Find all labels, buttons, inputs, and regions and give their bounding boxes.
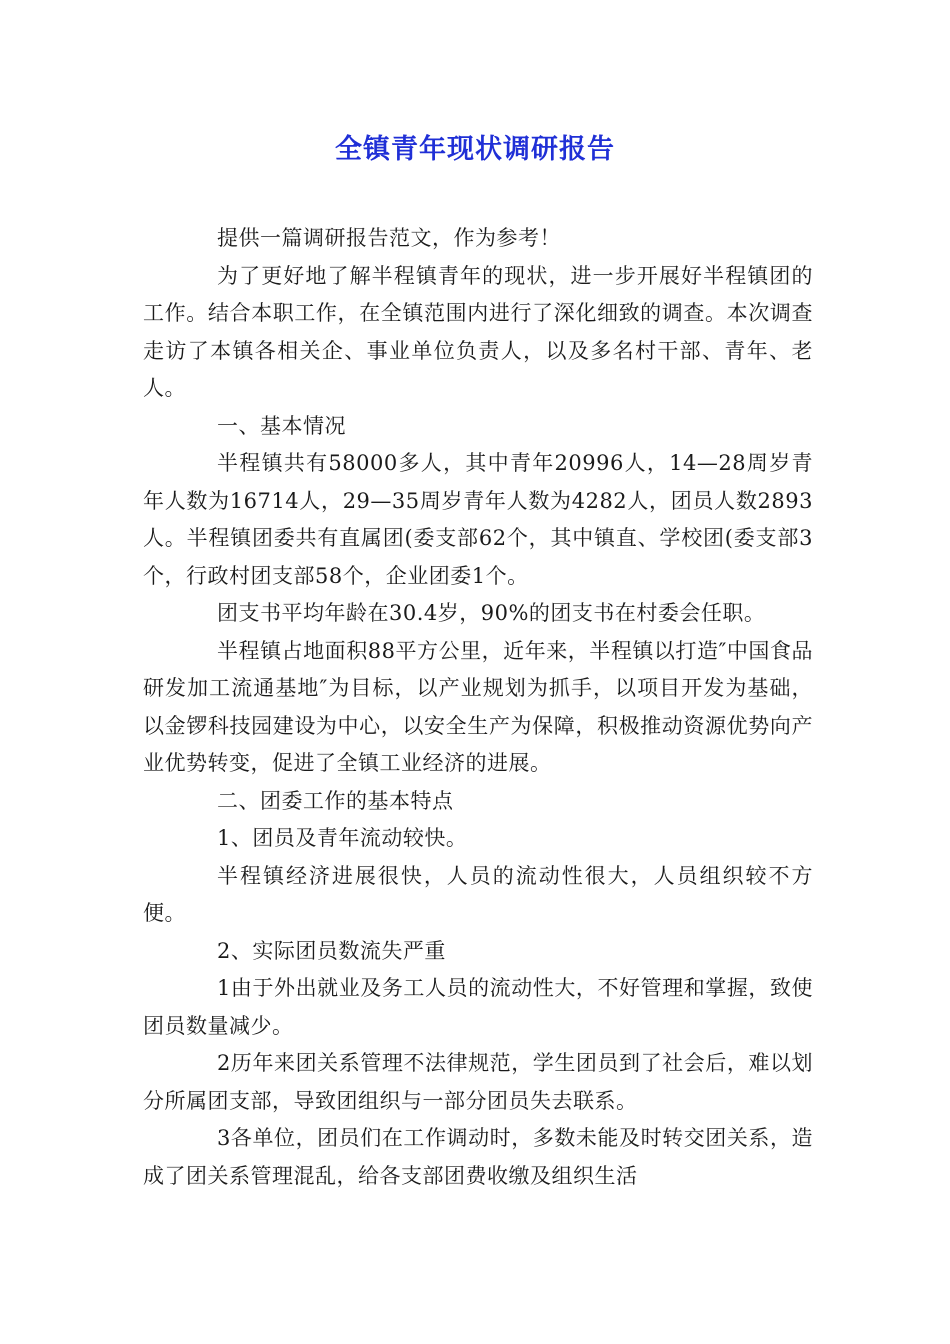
paragraph-mobility: 半程镇经济进展很快，人员的流动性很大，人员组织较不方便。: [143, 863, 813, 925]
document-title: 全镇青年现状调研报告: [335, 134, 615, 165]
paragraph-population: 半程镇共有58000多人，其中青年20996人，14—28周岁青年人数为16714人，29—35周岁青年人数为4282人，团员人数2893人。半程镇团委共有直属团(委支部62个，其中镇直、学校团(委支部3个，行政村团支部58个，企业团委1个。: [143, 451, 813, 588]
paragraph-intro: 提供一篇调研报告范文，作为参考！: [217, 226, 561, 250]
paragraph-area: 半程镇占地面积88平方公里，近年来，半程镇以打造″中国食品研发加工流通基地″为目标，以产业规划为抓手，以项目开发为基础，以金锣科技园建设为中心，以安全生产为保障，积极推动资源优势向产业优势转变，促进了全镇工业经济的进展。: [143, 638, 813, 775]
section-heading-features: 二、团委工作的基本特点: [217, 788, 454, 813]
subheading-loss: 2、实际团员数流失严重: [217, 938, 446, 963]
paragraph-purpose: 为了更好地了解半程镇青年的现状，进一步开展好半程镇团的工作。结合本职工作，在全镇范围内进行了深化细致的调查。本次调查走访了本镇各相关企、事业单位负责人，以及多名村干部、青年、老人。: [143, 263, 813, 400]
document-body: [143, 220, 813, 1195]
paragraph-loss-2: 2历年来团关系管理不法律规范，学生团员到了社会后，难以划分所属团支部，导致团组织与一部分团员失去联系。: [143, 1051, 813, 1113]
paragraph-loss-3: 3各单位，团员们在工作调动时，多数未能及时转交团关系，造成了团关系管理混乱，给各支部团费收缴及组织生活: [143, 1126, 813, 1188]
section-heading-basic: 一、基本情况: [217, 413, 346, 438]
subheading-mobility: 1、团员及青年流动较快。: [217, 826, 468, 850]
paragraph-secretary-age: 团支书平均年龄在30.4岁，90%的团支书在村委会任职。: [217, 601, 766, 625]
paragraph-loss-1: 1由于外出就业及务工人员的流动性大，不好管理和掌握，致使团员数量减少。: [143, 976, 813, 1038]
